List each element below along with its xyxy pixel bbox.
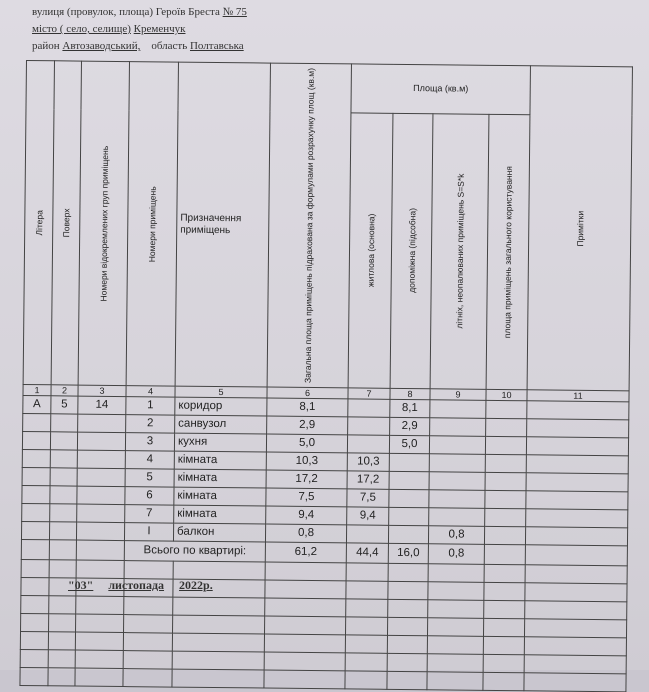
- cell-empty: [123, 651, 172, 670]
- cell-living: 17,2: [347, 471, 389, 489]
- cell-living: [348, 399, 390, 417]
- cell-empty: [345, 671, 387, 689]
- total-label: Всього по квартирі:: [124, 541, 265, 562]
- col-number: 10: [486, 389, 527, 400]
- cell-summer: [429, 454, 485, 473]
- cell-empty: [524, 655, 626, 674]
- cell-group: [76, 522, 124, 541]
- cell-summer: 0,8: [428, 526, 484, 545]
- cell-empty: [124, 561, 173, 580]
- cell-empty: [20, 632, 48, 650]
- cell-empty: [20, 650, 48, 668]
- cell-living: 9,4: [347, 507, 389, 525]
- cell-empty: [483, 636, 524, 654]
- cell-floor: [50, 450, 77, 468]
- total-summer: 0,8: [428, 544, 484, 565]
- cell-floor: [50, 504, 77, 522]
- cell-empty: [524, 619, 626, 638]
- col-number: 2: [51, 385, 78, 396]
- header-purpose: Призначення приміщень: [175, 62, 270, 387]
- cell-empty: [484, 582, 525, 600]
- col-number: 11: [527, 390, 629, 402]
- header-living: житлова (основна): [348, 113, 393, 389]
- cell-litera: [22, 468, 50, 486]
- cell-floor: [49, 522, 76, 540]
- city-value: Кременчук: [133, 23, 186, 35]
- cell-aux: [388, 525, 428, 543]
- cell-empty: [21, 614, 49, 632]
- cell-empty: [428, 600, 484, 619]
- total-area: 61,2: [265, 542, 346, 563]
- cell-empty: [345, 635, 387, 653]
- cell-empty: [526, 491, 628, 510]
- cell-empty: [484, 526, 525, 544]
- cell-summer: [430, 418, 486, 437]
- cell-litera: А: [23, 396, 51, 414]
- total-living: 44,4: [346, 543, 388, 563]
- cell-aux: 5,0: [389, 435, 429, 453]
- cell-empty: [264, 634, 345, 653]
- cell-empty: [526, 473, 628, 492]
- cell-empty: [265, 598, 346, 617]
- cell-group: [77, 450, 125, 469]
- col-number: 7: [348, 388, 390, 399]
- cell-purpose: балкон: [173, 523, 265, 542]
- cell-total: 10,3: [266, 452, 347, 471]
- street-line: [32, 6, 247, 18]
- cell-empty: [485, 508, 526, 526]
- cell-empty: [484, 600, 525, 618]
- cell-group: [77, 486, 125, 505]
- area-table: [19, 60, 633, 692]
- col-number: 4: [126, 386, 175, 398]
- cell-litera: [22, 450, 50, 468]
- district-label: район: [32, 40, 60, 52]
- cell-empty: [21, 578, 49, 596]
- cell-litera: [21, 522, 49, 540]
- cell-empty: [525, 527, 627, 546]
- cell-empty: [48, 668, 75, 686]
- region-value: Полтавська: [189, 40, 244, 52]
- cell-empty: [485, 490, 526, 508]
- header-room-numbers: Номери приміщень: [126, 62, 178, 387]
- total-aux: 16,0: [388, 543, 428, 563]
- cell-empty: [76, 560, 124, 579]
- cell-living: [346, 525, 388, 543]
- cell-empty: [388, 599, 428, 617]
- cell-empty: [524, 637, 626, 656]
- cell-no: 3: [125, 433, 174, 452]
- col-number: 9: [430, 389, 486, 401]
- col-number: 6: [267, 387, 348, 399]
- cell-empty: [172, 669, 264, 688]
- cell-floor: 5: [51, 396, 78, 414]
- cell-empty: [388, 581, 428, 599]
- cell-empty: [483, 672, 524, 690]
- col-number: 5: [175, 386, 267, 398]
- col-number: 1: [23, 385, 51, 396]
- cell-summer: [429, 436, 485, 455]
- cell-total: 0,8: [265, 524, 346, 543]
- cell-empty: [346, 581, 388, 599]
- cell-floor: [50, 486, 77, 504]
- cell-empty: [387, 671, 427, 689]
- cell-no: I: [124, 523, 173, 542]
- cell-summer: [429, 472, 485, 491]
- date-month: листопада: [108, 578, 165, 592]
- district-value: Автозаводський,: [62, 40, 141, 52]
- cell-empty: [264, 670, 345, 689]
- cell-empty: [527, 419, 629, 438]
- cell-empty: [49, 614, 76, 632]
- cell-purpose: кімната: [174, 487, 266, 506]
- cell-empty: [483, 654, 524, 672]
- cell-empty: [525, 565, 627, 584]
- cell-no: 4: [125, 451, 174, 470]
- cell-total: 8,1: [267, 398, 348, 417]
- cell-litera: [22, 432, 50, 450]
- cell-empty: [527, 401, 629, 420]
- cell-empty: [388, 563, 428, 581]
- cell-living: 7,5: [347, 489, 389, 507]
- header-aux: допоміжна (підсобна): [390, 113, 433, 389]
- cell-empty: [172, 651, 264, 670]
- header-groups: Номери відокремлених груп приміщень: [78, 61, 129, 386]
- cell-aux: [389, 507, 429, 525]
- cell-litera: [22, 486, 50, 504]
- cell-empty: [346, 563, 388, 581]
- cell-floor: [51, 414, 78, 432]
- cell-empty: [172, 633, 264, 652]
- header-floor: Поверх: [51, 61, 81, 385]
- date-year: 2022р.: [179, 578, 213, 592]
- cell-empty: [485, 472, 526, 490]
- cell-purpose: коридор: [175, 397, 267, 416]
- cell-total: 5,0: [266, 434, 347, 453]
- cell-empty: [124, 597, 173, 616]
- col-number: 8: [390, 388, 430, 399]
- cell-empty: [427, 672, 483, 691]
- cell-group: [77, 432, 125, 451]
- cell-no: 2: [126, 415, 175, 434]
- header-litera: Літера: [23, 61, 54, 385]
- cell-summer: [429, 508, 485, 527]
- region-label: область: [151, 40, 188, 52]
- cell-empty: [345, 617, 387, 635]
- cell-empty: [525, 583, 627, 602]
- house-number: № 75: [222, 6, 247, 18]
- cell-empty: [49, 560, 76, 578]
- cell-empty: [485, 454, 526, 472]
- street-value: Героїв Бреста: [155, 6, 220, 18]
- cell-living: [347, 435, 389, 453]
- cell-litera: [23, 414, 51, 432]
- cell-empty: [486, 400, 527, 418]
- header-area-group: Площа (кв.м): [351, 64, 530, 115]
- cell-empty: [524, 673, 626, 692]
- cell-floor: [50, 468, 77, 486]
- cell-litera: [22, 504, 50, 522]
- cell-empty: [387, 617, 427, 635]
- cell-empty: [526, 509, 628, 528]
- cell-group: [77, 468, 125, 487]
- cell-aux: 8,1: [390, 399, 430, 417]
- cell-empty: [21, 560, 49, 578]
- cell-purpose: кімната: [174, 469, 266, 488]
- cell-empty: [76, 596, 124, 615]
- cell-purpose: кімната: [174, 451, 266, 470]
- cell-empty: [264, 652, 345, 671]
- cell-empty: [428, 564, 484, 583]
- cell-empty: [526, 455, 628, 474]
- cell-empty: [124, 615, 173, 634]
- cell-no: 1: [126, 397, 175, 416]
- cell-empty: [483, 618, 524, 636]
- cell-group: [77, 504, 125, 523]
- header-total-area: Загальна площа приміщень підрахована за формулами розрахунку площ (кв.м): [267, 63, 351, 388]
- cell-empty: [485, 436, 526, 454]
- header-common: площа приміщень загального користування: [486, 114, 530, 390]
- cell-no: 7: [125, 505, 174, 524]
- header-notes: Примітки: [527, 66, 632, 391]
- cell-empty: [20, 668, 48, 686]
- street-label: вулиця (провулок, площа): [32, 6, 154, 18]
- cell-empty: [265, 580, 346, 599]
- cell-living: [348, 417, 390, 435]
- cell-empty: [484, 564, 525, 582]
- cell-empty: [427, 618, 483, 637]
- cell-empty: [48, 632, 75, 650]
- cell-summer: [429, 490, 485, 509]
- cell-group: 14: [78, 396, 126, 415]
- district-line: [32, 40, 244, 52]
- cell-aux: 2,9: [390, 417, 430, 435]
- cell-empty: [265, 562, 346, 581]
- cell-aux: [389, 489, 429, 507]
- cell-empty: [346, 599, 388, 617]
- header-summer: літніх, неопалюваних приміщень S=S*k: [430, 113, 489, 389]
- cell-empty: [526, 437, 628, 456]
- cell-purpose: санвузол: [175, 415, 267, 434]
- cell-total: 9,4: [266, 506, 347, 525]
- cell-empty: [387, 635, 427, 653]
- cell-empty: [173, 597, 265, 616]
- cell-empty: [387, 653, 427, 671]
- cell-no: 6: [125, 487, 174, 506]
- cell-aux: [389, 453, 429, 471]
- cell-empty: [123, 669, 172, 688]
- date-day: "03": [68, 578, 94, 592]
- cell-no: 5: [125, 469, 174, 488]
- cell-total: 2,9: [267, 416, 348, 435]
- cell-empty: [48, 650, 75, 668]
- cell-purpose: кімната: [174, 505, 266, 524]
- cell-empty: [49, 596, 76, 614]
- cell-empty: [75, 632, 123, 651]
- cell-empty: [75, 650, 123, 669]
- date-line: [68, 578, 213, 593]
- cell-empty: [173, 615, 265, 634]
- cell-empty: [428, 582, 484, 601]
- city-label: місто ( село, селище): [32, 23, 131, 35]
- cell-empty: [21, 596, 49, 614]
- cell-empty: [427, 636, 483, 655]
- cell-floor: [50, 432, 77, 450]
- cell-total: 7,5: [266, 488, 347, 507]
- cell-empty: [76, 614, 124, 633]
- cell-total: 17,2: [266, 470, 347, 489]
- cell-empty: [75, 668, 123, 687]
- cell-summer: [430, 400, 486, 419]
- cell-empty: [345, 653, 387, 671]
- cell-empty: [525, 601, 627, 620]
- city-line: [32, 23, 185, 35]
- cell-purpose: кухня: [174, 433, 266, 452]
- col-number: 3: [78, 385, 126, 397]
- cell-group: [78, 414, 126, 433]
- cell-living: 10,3: [347, 453, 389, 471]
- cell-aux: [389, 471, 429, 489]
- cell-empty: [486, 418, 527, 436]
- cell-empty: [123, 633, 172, 652]
- cell-empty: [265, 616, 346, 635]
